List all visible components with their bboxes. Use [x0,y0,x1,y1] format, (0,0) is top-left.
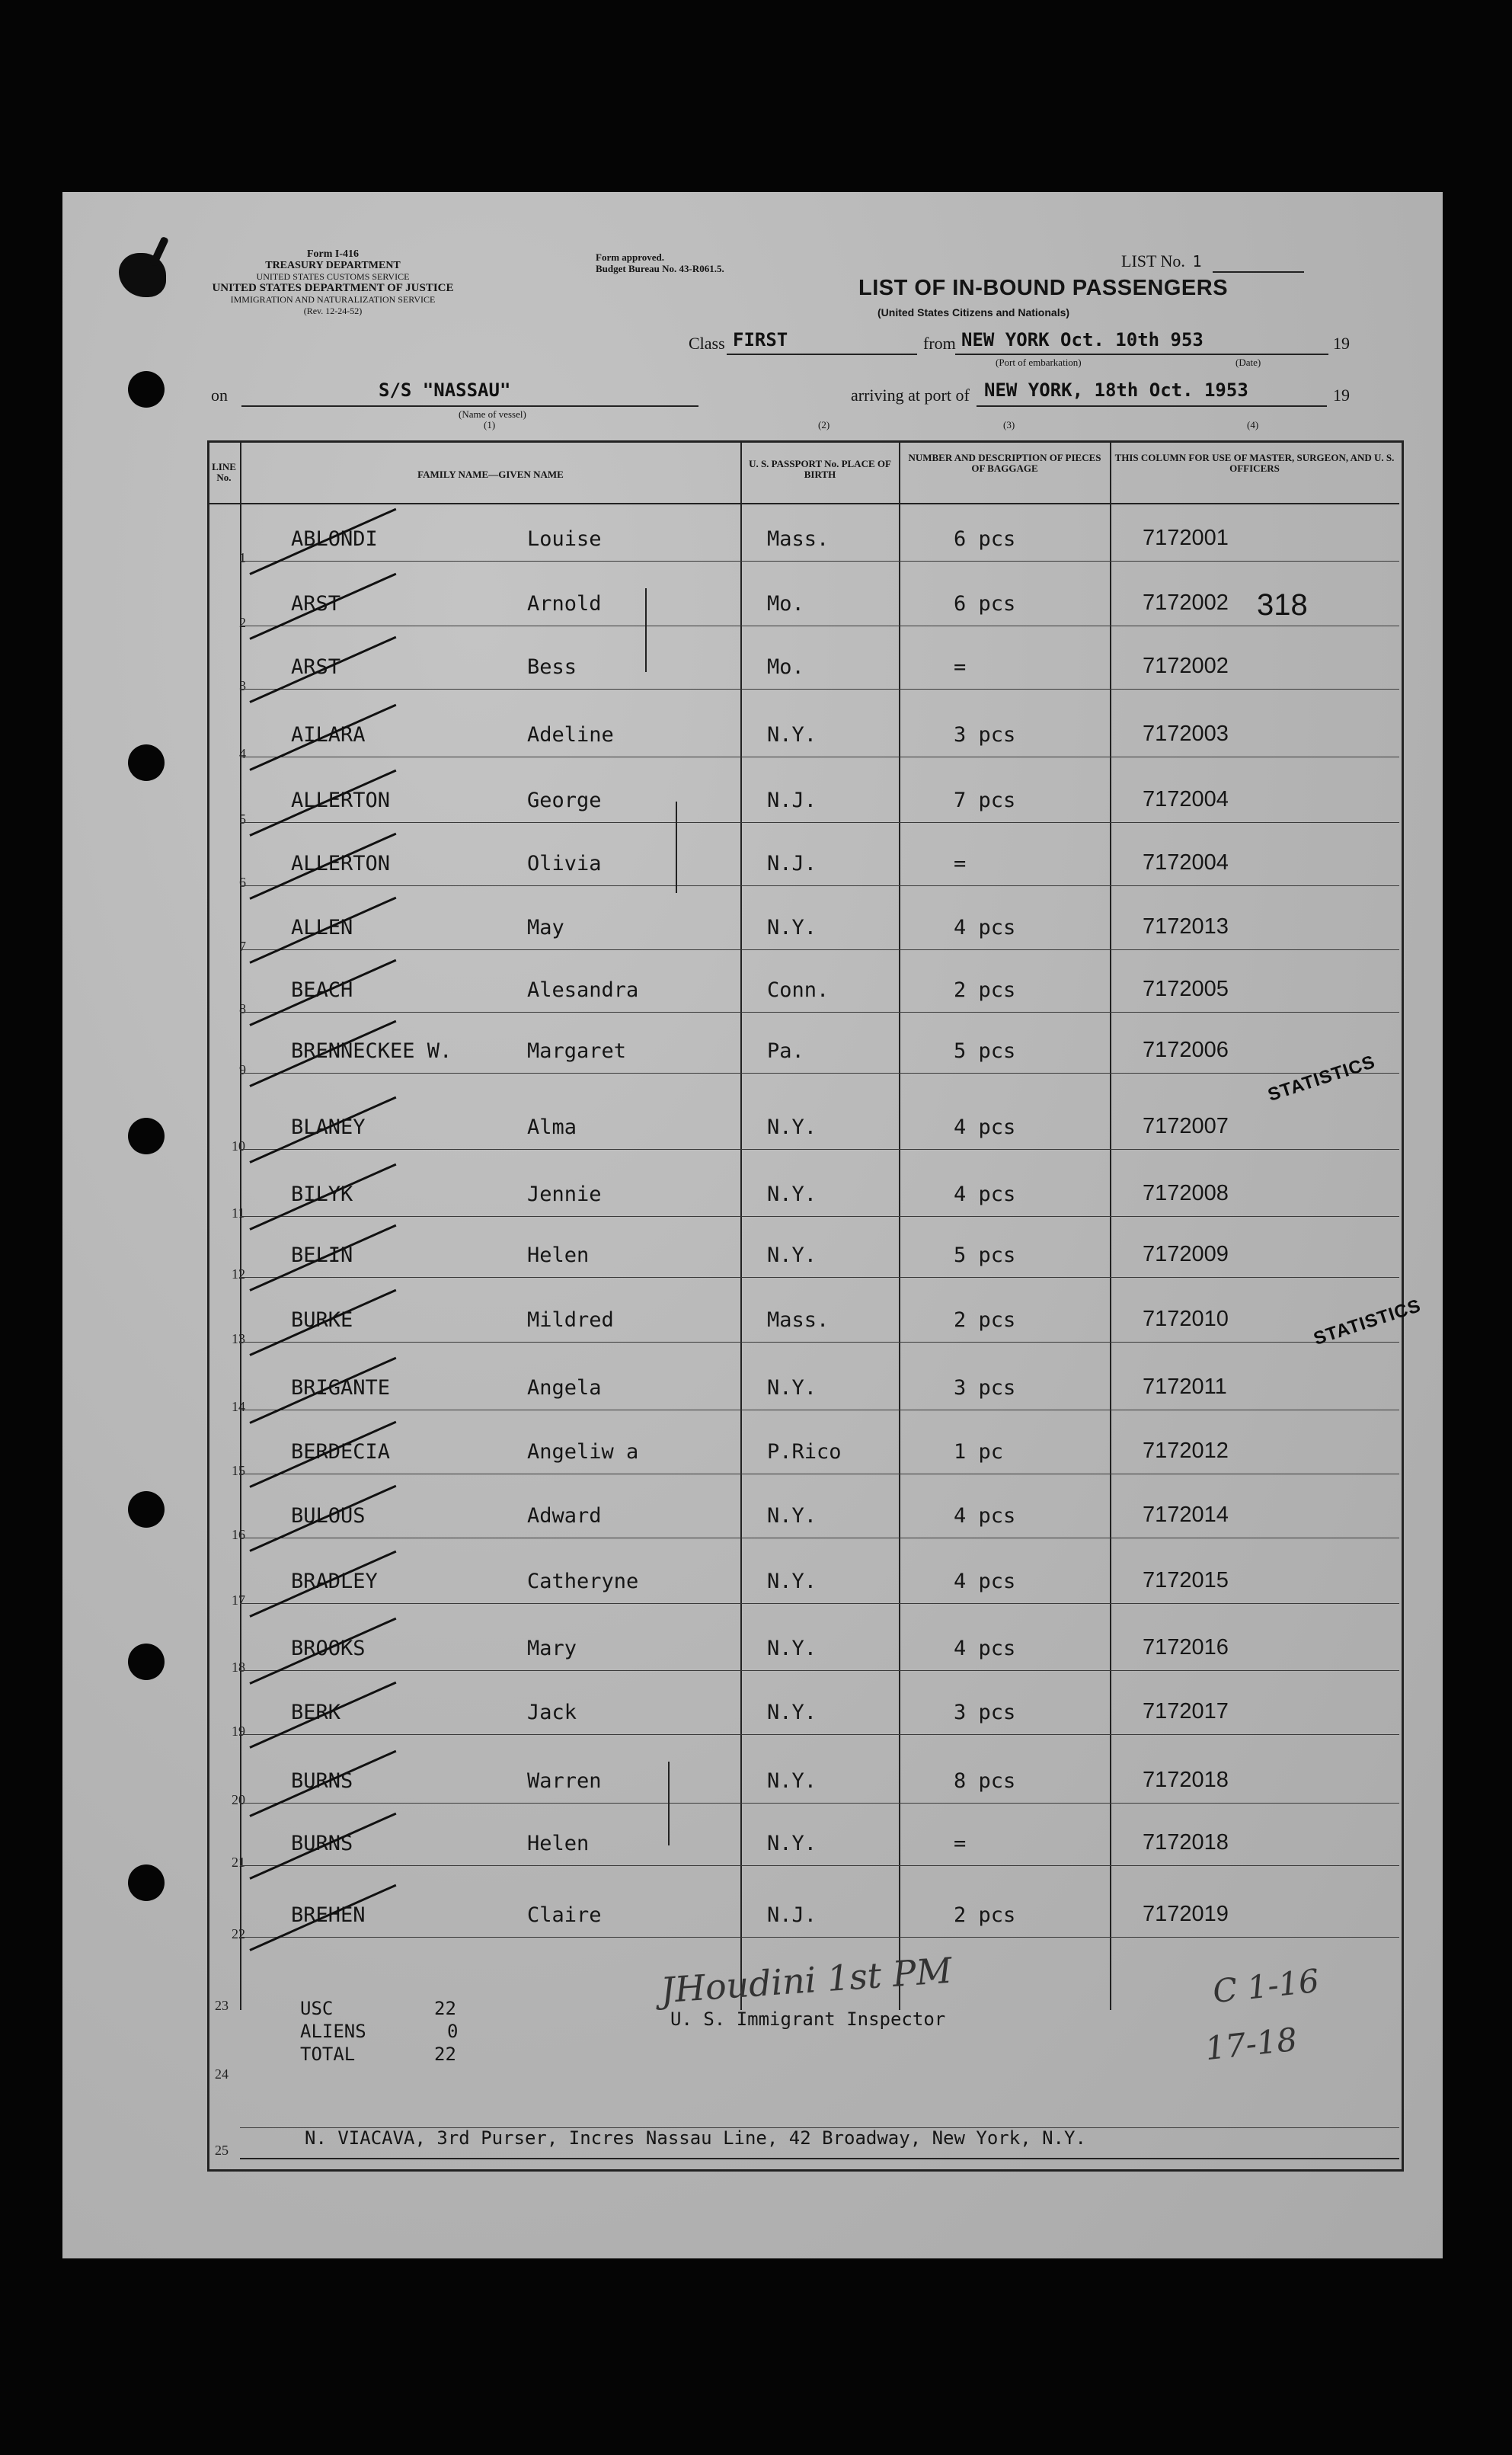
column-header-baggage: NUMBER AND DESCRIPTION OF PIECES OF BAGGAGE [908,452,1101,474]
family-name: ALLEN [291,916,353,939]
place-of-birth: N.Y. [767,916,817,939]
place-of-birth: N.Y. [767,1504,817,1528]
port-caption: (Port of embarkation) [996,357,1082,368]
passenger-manifest-sheet [62,192,1443,2258]
document-subtitle: (United States Citizens and Nationals) [877,306,1070,318]
arriving-label: arriving at port of [851,386,970,405]
family-name: BURNS [291,1832,353,1855]
place-of-birth: N.Y. [767,1376,817,1400]
inspector-signature: JHoudini 1st PM [659,1949,954,2012]
line-number: 19 [232,1724,245,1739]
family-name: BRIGANTE [291,1376,391,1400]
family-name: BLANEY [291,1115,366,1139]
family-name: ABLONDI [291,527,378,551]
column-mark-1: (1) [484,419,496,431]
list-number-label: LIST No. [1121,251,1185,270]
list-number-value: 1 [1192,252,1202,270]
line-number-24: 24 [215,2066,229,2082]
column-header-passport: U. S. PASSPORT No. PLACE OF BIRTH [749,458,891,480]
given-name: Louise [527,527,602,551]
usc-label: USC [300,1998,334,2019]
page-marker: 318 [1257,588,1308,622]
family-name: BRADLEY [291,1570,378,1593]
line-number: 2 [239,615,246,630]
baggage-count: 2 pcs [954,978,1016,1002]
statistics-stamp-2: STATISTICS [1311,1295,1424,1349]
family-name: ARST [291,655,341,679]
baggage-count: 4 pcs [954,1504,1016,1528]
aliens-value: 0 [447,2021,459,2042]
place-of-birth: N.Y. [767,1115,817,1139]
handwritten-note-2: 17-18 [1203,2020,1299,2068]
immigration-service: IMMIGRATION AND NATURALIZATION SERVICE [230,294,436,305]
family-name: AILARA [291,723,366,747]
family-name: BERK [291,1701,341,1724]
baggage-count: 4 pcs [954,1637,1016,1660]
given-name: George [527,789,602,812]
given-name: Angeliw a [527,1440,639,1464]
baggage-count: 6 pcs [954,527,1016,551]
line-number: 16 [232,1527,245,1542]
officer-code: 7172006 [1143,1038,1229,1062]
given-name: Helen [527,1244,590,1267]
document-title: LIST OF IN-BOUND PASSENGERS [858,276,1229,300]
line-number: 9 [239,1062,246,1077]
given-name: Alesandra [527,978,639,1002]
line-number: 12 [232,1266,245,1282]
place-of-birth: Mass. [767,1308,830,1332]
family-name: BURNS [291,1769,353,1793]
list-number [1121,251,1201,271]
line-number-25: 25 [215,2143,229,2158]
place-of-birth: N.J. [767,852,817,875]
line-number: 13 [232,1331,245,1346]
from-value: NEW YORK Oct. 10th 953 [961,329,1204,350]
baggage-count: 5 pcs [954,1039,1016,1063]
place-of-birth: N.Y. [767,1832,817,1855]
total-value: 22 [434,2044,456,2065]
vessel-name: S/S "NASSAU" [379,379,511,401]
department-header [207,248,459,317]
form-revision: (Rev. 12-24-52) [303,306,363,316]
baggage-count: 1 pc [954,1440,1004,1464]
family-name: BRENNECKEE W. [291,1039,452,1063]
officer-code: 7172003 [1143,722,1229,746]
place-of-birth: Mass. [767,527,830,551]
place-of-birth: N.Y. [767,1637,817,1660]
line-number: 6 [239,875,246,890]
treasury-department: TREASURY DEPARTMENT [265,260,401,271]
given-name: Warren [527,1769,602,1793]
baggage-count: 7 pcs [954,789,1016,812]
class-value: FIRST [733,329,788,350]
baggage-count: 8 pcs [954,1769,1016,1793]
family-name: BELIN [291,1244,353,1267]
given-name: Mildred [527,1308,614,1332]
line-number: 11 [232,1205,245,1221]
ink-blot [119,253,166,297]
bracket-mark [645,588,647,672]
given-name: May [527,916,564,939]
family-name: BEACH [291,978,353,1002]
officer-code: 7172001 [1143,526,1229,550]
usc-value: 22 [434,1998,456,2019]
line-number: 5 [239,811,246,827]
vessel-caption: (Name of vessel) [459,408,526,420]
officer-code: 7172014 [1143,1503,1229,1527]
officer-code: 7172007 [1143,1114,1229,1138]
line-number: 22 [232,1926,245,1941]
form-number: Form I-416 [306,248,360,260]
baggage-count: 4 pcs [954,916,1016,939]
baggage-count: 6 pcs [954,592,1016,616]
column-mark-4: (4) [1247,419,1259,431]
baggage-count: 5 pcs [954,1244,1016,1267]
line-number: 1 [239,550,246,565]
family-name: BERDECIA [291,1440,391,1464]
column-mark-2: (2) [818,419,830,431]
baggage-count: 4 pcs [954,1570,1016,1593]
officer-code: 7172012 [1143,1439,1229,1463]
place-of-birth: N.Y. [767,1701,817,1724]
given-name: Jennie [527,1183,602,1206]
officer-code: 7172004 [1143,850,1229,875]
given-name: Jack [527,1701,577,1724]
officer-code: 7172004 [1143,787,1229,811]
given-name: Adward [527,1504,602,1528]
budget-bureau-text: Budget Bureau No. 43-R061.5. [596,263,724,274]
year-suffix-2: 19 [1333,386,1350,405]
arriving-value: NEW YORK, 18th Oct. 1953 [984,379,1248,401]
given-name: Margaret [527,1039,627,1063]
given-name: Adeline [527,723,614,747]
officer-code: 7172008 [1143,1181,1229,1205]
line-number: 10 [232,1138,245,1154]
column-header-name: FAMILY NAME—GIVEN NAME [417,469,564,480]
officer-code: 7172002 [1143,591,1229,615]
baggage-count: = [954,1832,967,1855]
handwritten-note-1: C 1-16 [1210,1961,1322,2011]
given-name: Arnold [527,592,602,616]
family-name: BREHEN [291,1903,366,1927]
form-approval [596,251,724,274]
place-of-birth: Conn. [767,978,830,1002]
officer-code: 7172017 [1143,1699,1229,1724]
given-name: Bess [527,655,577,679]
officer-code: 7172015 [1143,1568,1229,1592]
place-of-birth: Mo. [767,592,804,616]
officer-code: 7172010 [1143,1307,1229,1331]
place-of-birth: N.J. [767,789,817,812]
line-number: 15 [232,1463,245,1478]
place-of-birth: N.Y. [767,1244,817,1267]
baggage-count: = [954,655,967,679]
family-name: ALLERTON [291,789,391,812]
inspector-title: U. S. Immigrant Inspector [670,2008,946,2030]
place-of-birth: Pa. [767,1039,804,1063]
line-number: 20 [232,1792,245,1807]
family-name: BURKE [291,1308,353,1332]
given-name: Angela [527,1376,602,1400]
officer-code: 7172011 [1143,1375,1227,1399]
baggage-count: 4 pcs [954,1115,1016,1139]
place-of-birth: P.Rico [767,1440,842,1464]
line-number: 8 [239,1001,246,1016]
line-number: 4 [239,746,246,761]
line-number: 17 [232,1592,245,1608]
column-header-officers: THIS COLUMN FOR USE OF MASTER, SURGEON, AND U. S. OFFICERS [1114,452,1395,474]
officer-code: 7172002 [1143,654,1229,678]
justice-department: UNITED STATES DEPARTMENT OF JUSTICE [212,282,454,294]
bracket-mark [676,802,677,893]
officer-code: 7172018 [1143,1830,1229,1855]
place-of-birth: N.Y. [767,1570,817,1593]
family-name: ARST [291,592,341,616]
date-caption: (Date) [1235,357,1261,368]
given-name: Helen [527,1832,590,1855]
family-name: BULOUS [291,1504,366,1528]
officer-code: 7172009 [1143,1242,1229,1266]
place-of-birth: N.Y. [767,1769,817,1793]
place-of-birth: N.J. [767,1903,817,1927]
officer-code: 7172013 [1143,914,1229,939]
line-number-23: 23 [215,1998,229,2013]
line-number: 14 [232,1399,245,1414]
column-mark-3: (3) [1003,419,1015,431]
purser-line: N. VIACAVA, 3rd Purser, Incres Nassau Line, 42 Broadway, New York, N.Y. [305,2127,1086,2149]
line-number: 7 [239,939,246,954]
line-number: 3 [239,678,246,693]
line-number: 21 [232,1855,245,1870]
place-of-birth: N.Y. [767,1183,817,1206]
officer-code: 7172005 [1143,977,1229,1001]
statistics-stamp-1: STATISTICS [1265,1051,1378,1106]
bracket-mark [668,1762,670,1845]
place-of-birth: Mo. [767,655,804,679]
given-name: Mary [527,1637,577,1660]
column-header-line: LINE No. [212,461,236,483]
officer-code: 7172016 [1143,1635,1229,1660]
on-label: on [211,386,228,405]
given-name: Claire [527,1903,602,1927]
baggage-count: 3 pcs [954,1701,1016,1724]
customs-service: UNITED STATES CUSTOMS SERVICE [256,271,410,282]
family-name: ALLERTON [291,852,391,875]
class-label: Class [689,334,725,353]
officer-code: 7172019 [1143,1902,1229,1926]
from-label: from [923,334,956,353]
baggage-count: 4 pcs [954,1183,1016,1206]
baggage-count: 3 pcs [954,1376,1016,1400]
baggage-count: 2 pcs [954,1308,1016,1332]
aliens-label: ALIENS [300,2021,366,2042]
given-name: Alma [527,1115,577,1139]
given-name: Olivia [527,852,602,875]
given-name: Catheryne [527,1570,639,1593]
officer-code: 7172018 [1143,1768,1229,1792]
family-name: BILYK [291,1183,353,1206]
family-name: BROOKS [291,1637,366,1660]
line-number: 18 [232,1660,245,1675]
year-suffix: 19 [1333,334,1350,353]
place-of-birth: N.Y. [767,723,817,747]
baggage-count: = [954,852,967,875]
baggage-count: 2 pcs [954,1903,1016,1927]
baggage-count: 3 pcs [954,723,1016,747]
form-approved-text: Form approved. [596,251,665,263]
total-label: TOTAL [300,2044,356,2065]
